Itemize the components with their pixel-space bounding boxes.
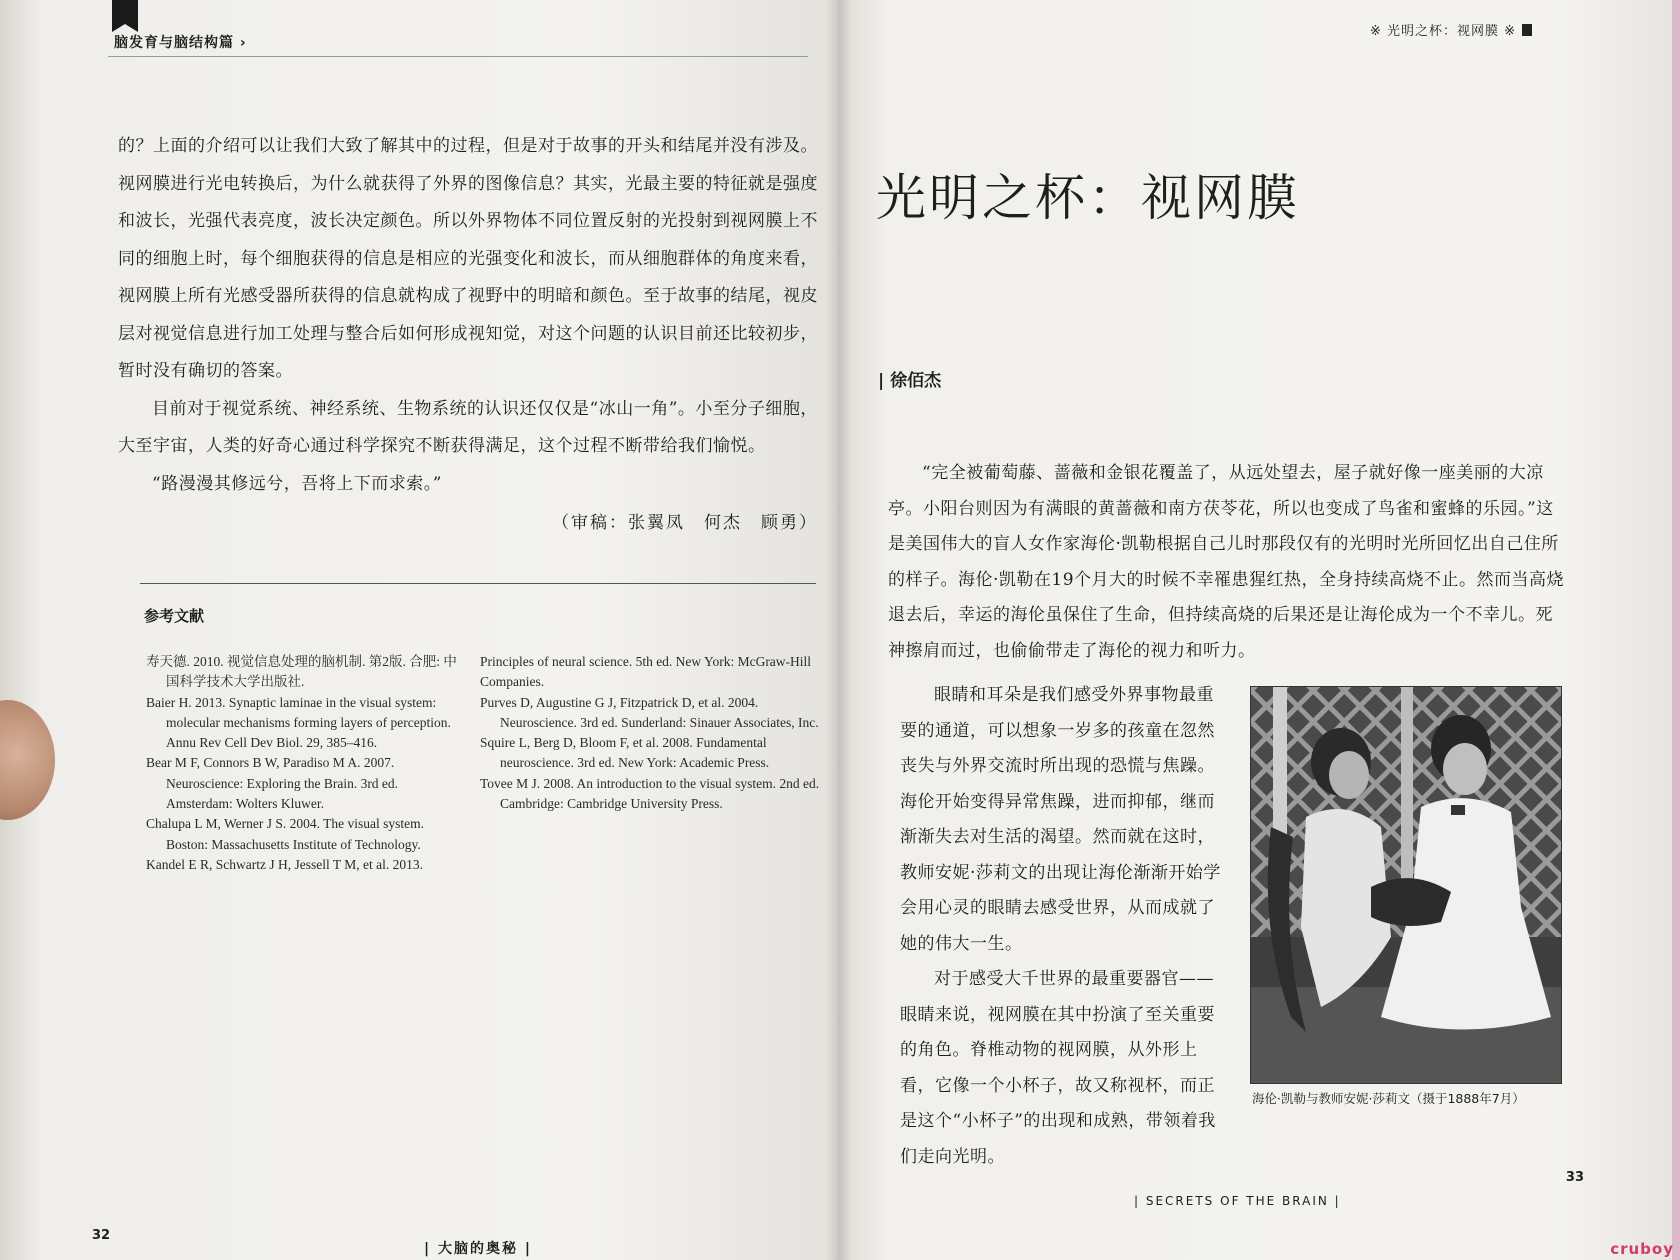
- running-header: [1370, 20, 1532, 39]
- square-icon: [1522, 24, 1532, 36]
- author: | 徐佰杰: [878, 371, 942, 391]
- photo: [1250, 686, 1562, 1084]
- reference-item: Bear M F, Connors B W, Paradiso M A. 2007. Neuroscience: Exploring the Brain. 3rd ed. Amsterdam: Wolters Kluwer.: [146, 755, 399, 812]
- reference-item: Tovee M J. 2008. An introduction to the visual system. 2nd ed. Cambridge: Cambridge University Press.: [480, 775, 820, 812]
- reference-item: Purves D, Augustine G J, Fitzpatrick D, et al. 2004. Neuroscience. 3rd ed. Sunderland: Sinauer Associates, Inc.: [480, 694, 819, 730]
- right-page: [838, 0, 1680, 1260]
- footer-right: | SECRETS OF THE BRAIN |: [1134, 1194, 1341, 1208]
- footer-left: | 大脑的奥秘 |: [424, 1241, 532, 1257]
- book-gutter: [826, 0, 852, 1260]
- right-body-text: [888, 456, 1566, 669]
- reference-item: Baier H. 2013. Synaptic laminae in the visual system: molecular mechanisms forming layers of perception. Annu Rev Cell Dev Biol. 29, 385–416.: [146, 694, 451, 751]
- paragraph: 眼睛和耳朵是我们感受外界事物最重要的通道，可以想象一岁多的孩童在忽然丧失与外界交流时所出现的恐慌与焦躁。海伦开始变得异常焦躁，进而抑郁，继而渐渐失去对生活的渴望。然而就在这时，教师安妮·莎莉文的出现让海伦渐渐开始学会用心灵的眼睛去感受世界，从而成就了她的伟大一生。: [900, 685, 1221, 954]
- header-rule: [108, 56, 808, 57]
- reference-item: Principles of neural science. 5th ed. New York: McGraw-Hill Companies.: [480, 654, 812, 690]
- page-edge: [1672, 0, 1680, 1260]
- review-credit: （审稿：张翼凤 何杰 顾勇）: [552, 513, 818, 533]
- paragraph: 对于感受大千世界的最重要器官——眼睛来说，视网膜在其中扮演了至关重要的角色。脊椎动物的视网膜，从外形上看，它像一个小杯子，故又称视杯，而正是这个“小杯子”的出现和成熟，带领着我们走向光明。: [900, 969, 1216, 1167]
- watermark: cruboy: [1610, 1240, 1674, 1258]
- page-number-right: 33: [1565, 1170, 1584, 1185]
- right-body-text-narrow: [900, 678, 1226, 1175]
- paragraph: 目前对于视觉系统、神经系统、生物系统的认识还仅仅是“冰山一角”。小至分子细胞，大至宇宙，人类的好奇心通过科学探究不断获得满足，这个过程不断带给我们愉悦。: [118, 398, 818, 456]
- running-header-text: ※ 光明之杯：视网膜 ※: [1369, 24, 1516, 39]
- reference-item: Kandel E R, Schwartz J H, Jessell T M, et al. 2013.: [146, 856, 423, 872]
- references-title: 参考文献: [144, 607, 205, 625]
- reference-item: Squire L, Berg D, Bloom F, et al. 2008. Fundamental neuroscience. 3rd ed. New York: Academic Press.: [480, 735, 770, 771]
- paragraph: “路漫漫其修远兮，吾将上下而求索。”: [152, 473, 442, 494]
- references-column-1: [146, 652, 462, 875]
- photo-caption: 海伦·凯勒与教师安妮·莎莉文（摄于1888年7月）: [1252, 1091, 1525, 1106]
- paragraph: 的？上面的介绍可以让我们大致了解其中的过程，但是对于故事的开头和结尾并没有涉及。视网膜进行光电转换后，为什么就获得了外界的图像信息？其实，光最主要的特征就是强度和波长，光强代表亮度，波长决定颜色。所以外界物体不同位置反射的光投射到视网膜上不同的细胞上时，每个细胞获得的信息是相应的光强变化和波长，而从细胞群体的角度来看，视网膜上所有光感受器所获得的信息就构成了视野中的明暗和颜色。至于故事的结尾，视皮层对视觉信息进行加工处理与整合后如何形成视知觉，对这个问题的认识目前还比较初步，暂时没有确切的答案。: [118, 136, 818, 381]
- left-body-text: [118, 128, 818, 543]
- references-column-2: [480, 652, 820, 814]
- bookmark-icon: [112, 0, 138, 24]
- photo-illustration: [1251, 687, 1561, 1083]
- left-page: [0, 0, 838, 1260]
- section-header: 脑发育与脑结构篇 ›: [114, 35, 247, 51]
- references-rule: [140, 583, 816, 584]
- reference-item: Chalupa L M, Werner J S. 2004. The visual system. Boston: Massachusetts Institute of Technology.: [146, 816, 425, 852]
- page-number-left: 32: [92, 1228, 111, 1243]
- reference-item: 寿天德. 2010. 视觉信息处理的脑机制. 第2版. 合肥: 中国科学技术大学出版社.: [146, 654, 457, 690]
- thumb: [0, 700, 55, 820]
- article-title: 光明之杯：视网膜: [876, 169, 1300, 227]
- paragraph: “完全被葡萄藤、蔷薇和金银花覆盖了，从远处望去，屋子就好像一座美丽的大凉亭。小阳台则因为有满眼的黄蔷薇和南方茯苓花，所以也变成了鸟雀和蜜蜂的乐园。”这是美国伟大的盲人女作家海伦·凯勒根据自己儿时那段仅有的光明时光所回忆出自己住所的样子。海伦·凯勒在19个月大的时候不幸罹患猩红热，全身持续高烧不止。然而当高烧退去后，幸运的海伦虽保住了生命，但持续高烧的后果还是让海伦成为一个不幸儿。死神擦肩而过，也偷偷带走了海伦的视力和听力。: [888, 463, 1565, 661]
